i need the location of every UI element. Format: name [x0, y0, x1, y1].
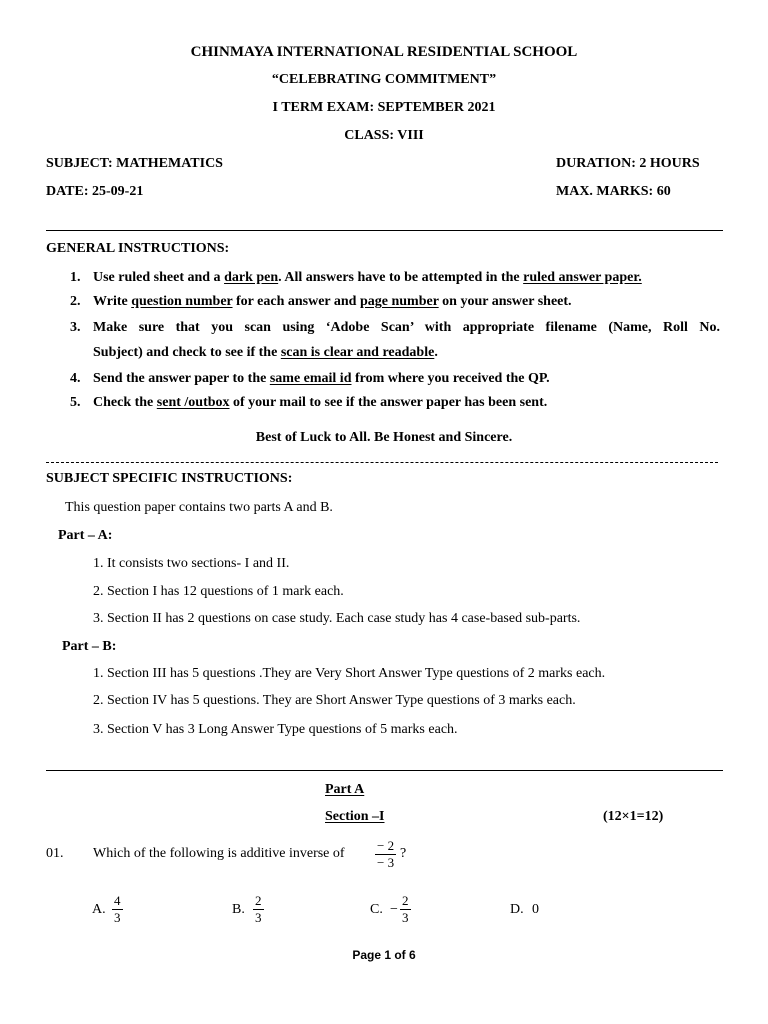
option-a-fraction: [112, 893, 123, 926]
instruction-number: 5.: [70, 395, 81, 410]
fraction-numerator: 4: [114, 893, 121, 908]
instruction-number: 2.: [70, 294, 81, 309]
fraction-denominator: 3: [255, 910, 262, 925]
option-b-fraction: [253, 893, 264, 926]
instruction-text: Write: [93, 294, 132, 309]
option-c-sign: −: [390, 902, 398, 917]
part-b-item-3: 3. Section V has 3 Long Answer Type questions of 5 marks each.: [93, 722, 458, 737]
instruction-text: from where you received the QP.: [351, 371, 550, 386]
page-number: Page 1 of 6: [352, 948, 416, 962]
instruction-text: .: [434, 345, 438, 360]
instruction-text: Subject) and check to see if the: [93, 345, 281, 360]
instruction-item-3-cont: [93, 345, 438, 361]
question-number: 01.: [46, 846, 64, 861]
option-c-fraction: [400, 893, 411, 926]
part-b-label: Part – B:: [62, 639, 117, 654]
option-d-label: D.: [510, 902, 524, 917]
option-c-label: C.: [370, 902, 383, 917]
specific-instructions-title: SUBJECT SPECIFIC INSTRUCTIONS:: [46, 471, 293, 486]
specific-intro: This question paper contains two parts A and B.: [65, 500, 333, 515]
subject-label: SUBJECT: MATHEMATICS: [46, 156, 223, 171]
instruction-text: on your answer sheet.: [438, 294, 572, 309]
fraction-numerator: 2: [402, 893, 409, 908]
instruction-text: Make sure that you scan using ‘Adobe Scan’ with appropriate filename (Name, Roll No.: [93, 320, 720, 335]
instruction-emphasis: ruled answer paper.: [523, 270, 642, 285]
fraction-denominator: − 3: [377, 855, 395, 870]
instruction-item-3: [70, 320, 720, 336]
section-title: Section –I: [325, 809, 385, 824]
header-divider: [46, 230, 723, 231]
instruction-text: of your mail to see if the answer paper has been sent.: [229, 395, 548, 410]
instruction-emphasis: question number: [131, 294, 233, 309]
instruction-text: . All answers have to be attempted in the: [278, 270, 524, 285]
instruction-number: 4.: [70, 371, 81, 386]
best-of-luck-note: Best of Luck to All. Be Honest and Sincere.: [255, 430, 513, 445]
option-b-label: B.: [232, 902, 245, 917]
instruction-text: Use ruled sheet and a: [93, 270, 225, 285]
part-a-title: Part A: [325, 782, 365, 797]
instruction-number: 3.: [70, 320, 81, 335]
part-a-item-3: 3. Section II has 2 questions on case study. Each case study has 4 case-based sub-parts.: [93, 611, 581, 626]
instruction-item-5: [70, 395, 547, 411]
instruction-emphasis: scan is clear and readable: [280, 345, 435, 360]
instruction-text: Send the answer paper to the: [93, 371, 270, 386]
instruction-number: 1.: [70, 270, 81, 285]
option-a-label: A.: [92, 902, 106, 917]
question-text: Which of the following is additive inverse of: [93, 846, 345, 861]
part-a-item-2: 2. Section I has 12 questions of 1 mark each.: [93, 584, 344, 599]
instruction-item-2: [70, 294, 572, 310]
instruction-item-1: [70, 270, 642, 286]
school-motto: “CELEBRATING COMMITMENT”: [271, 72, 497, 87]
fraction-denominator: 3: [114, 910, 121, 925]
fraction-denominator: 3: [402, 910, 409, 925]
question-end-mark: ?: [400, 846, 407, 861]
instruction-text: Check the: [93, 395, 157, 410]
instruction-item-4: [70, 371, 550, 387]
instruction-emphasis: dark pen: [224, 270, 279, 285]
school-name: CHINMAYA INTERNATIONAL RESIDENTIAL SCHOOL: [190, 44, 578, 60]
instruction-emphasis: sent /outbox: [156, 395, 230, 410]
dashed-divider: [46, 462, 718, 463]
part-b-item-1: 1. Section III has 5 questions .They are Very Short Answer Type questions of 2 marks each.: [93, 666, 606, 681]
instruction-emphasis: page number: [359, 294, 439, 309]
exam-title: I TERM EXAM: SEPTEMBER 2021: [272, 100, 496, 115]
instruction-emphasis: same email id: [269, 371, 352, 386]
date-label: DATE: 25-09-21: [46, 184, 144, 199]
section-divider: [46, 770, 723, 771]
part-a-label: Part – A:: [58, 528, 113, 543]
general-instructions-title: GENERAL INSTRUCTIONS:: [46, 241, 230, 256]
fraction-numerator: − 2: [377, 838, 395, 853]
class-label: CLASS: VIII: [344, 128, 424, 143]
part-b-item-2: 2. Section IV has 5 questions. They are Short Answer Type questions of 3 marks each.: [93, 693, 576, 708]
fraction-numerator: 2: [255, 893, 262, 908]
part-a-item-1: 1. It consists two sections- I and II.: [93, 556, 290, 571]
section-marks: (12×1=12): [603, 809, 664, 824]
duration-label: DURATION: 2 HOURS: [556, 156, 700, 171]
instruction-text: for each answer and: [232, 294, 360, 309]
option-d-value: 0: [532, 902, 539, 917]
question-fraction: [375, 838, 396, 871]
max-marks-label: MAX. MARKS: 60: [556, 184, 671, 199]
